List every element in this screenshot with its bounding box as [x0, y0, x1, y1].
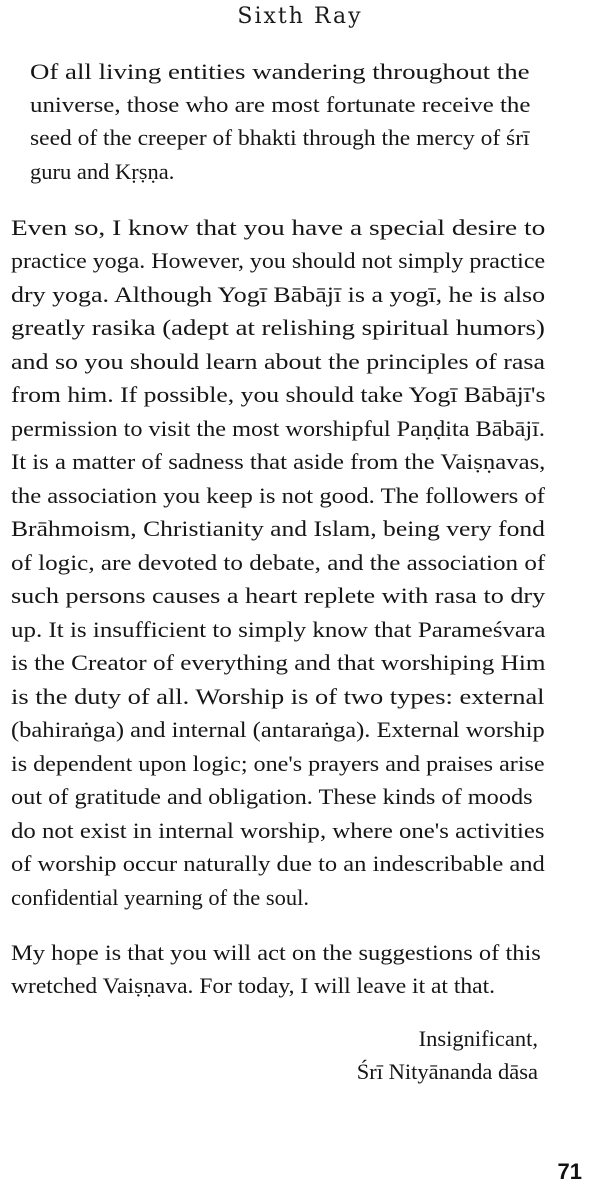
paragraph-line: of logic, are devoted to debate, and the association of	[11, 550, 546, 575]
paragraph-line: dry yoga. Although Yogī Bābājī is a yogī, he is also	[11, 282, 546, 307]
paragraph-line: practice yoga. However, you should not simply practice	[11, 248, 546, 273]
paragraph-line: Even so, I know that you have a special desire to	[11, 215, 546, 240]
paragraph-line: the association you keep is not good. The followers of	[11, 483, 545, 508]
paragraph-line: permission to visit the most worshipful Paṇḍita Bābājī.	[11, 416, 545, 441]
paragraph-line: confidential yearning of the soul.	[11, 885, 310, 910]
quote-line: universe, those who are most fortunate receive the	[30, 92, 531, 117]
quote-line: guru and Kṛṣṇa.	[30, 159, 175, 184]
paragraph-line: up. It is insufficient to simply know that Parameśvara	[11, 617, 546, 642]
paragraph-line: out of gratitude and obligation. These kinds of moods	[11, 784, 533, 809]
paragraph-line: do not exist in internal worship, where one's activities	[11, 818, 545, 843]
paragraph-line: My hope is that you will act on the suggestions of this	[11, 940, 541, 965]
paragraph-line: greatly rasika (adept at relishing spiritual humors)	[11, 315, 545, 340]
paragraph-line: (bahiraṅga) and internal (antaraṅga). External worship	[11, 717, 545, 742]
running-head: Sixth Ray	[237, 4, 363, 29]
paragraph-line: of worship occur naturally due to an indescribable and	[11, 851, 545, 876]
paragraph-line: is the Creator of everything and that worshiping Him	[11, 650, 546, 675]
paragraph-line: from him. If possible, you should take Yogī Bābājī's	[11, 382, 546, 407]
quote-line: Of all living entities wandering throughout the	[30, 59, 530, 84]
paragraph-line: such persons causes a heart replete with rasa to dry	[11, 583, 546, 608]
paragraph-line: is the duty of all. Worship is of two types: external	[11, 684, 545, 709]
paragraph-line: Brāhmoism, Christianity and Islam, being very fond	[11, 516, 545, 541]
paragraph-line: is dependent upon logic; one's prayers and praises arise	[11, 751, 545, 776]
paragraph-line: wretched Vaiṣṇava. For today, I will leave it at that.	[11, 973, 495, 998]
signature-valediction: Insignificant,	[418, 1026, 538, 1051]
signature-name: Śrī Nityānanda dāsa	[356, 1059, 538, 1084]
page-number: 71	[557, 1159, 582, 1184]
quote-line: seed of the creeper of bhakti through the mercy of śrī	[30, 125, 530, 150]
paragraph-line: and so you should learn about the principles of rasa	[11, 349, 546, 374]
paragraph-line: It is a matter of sadness that aside from the Vaiṣṇavas,	[11, 449, 546, 474]
